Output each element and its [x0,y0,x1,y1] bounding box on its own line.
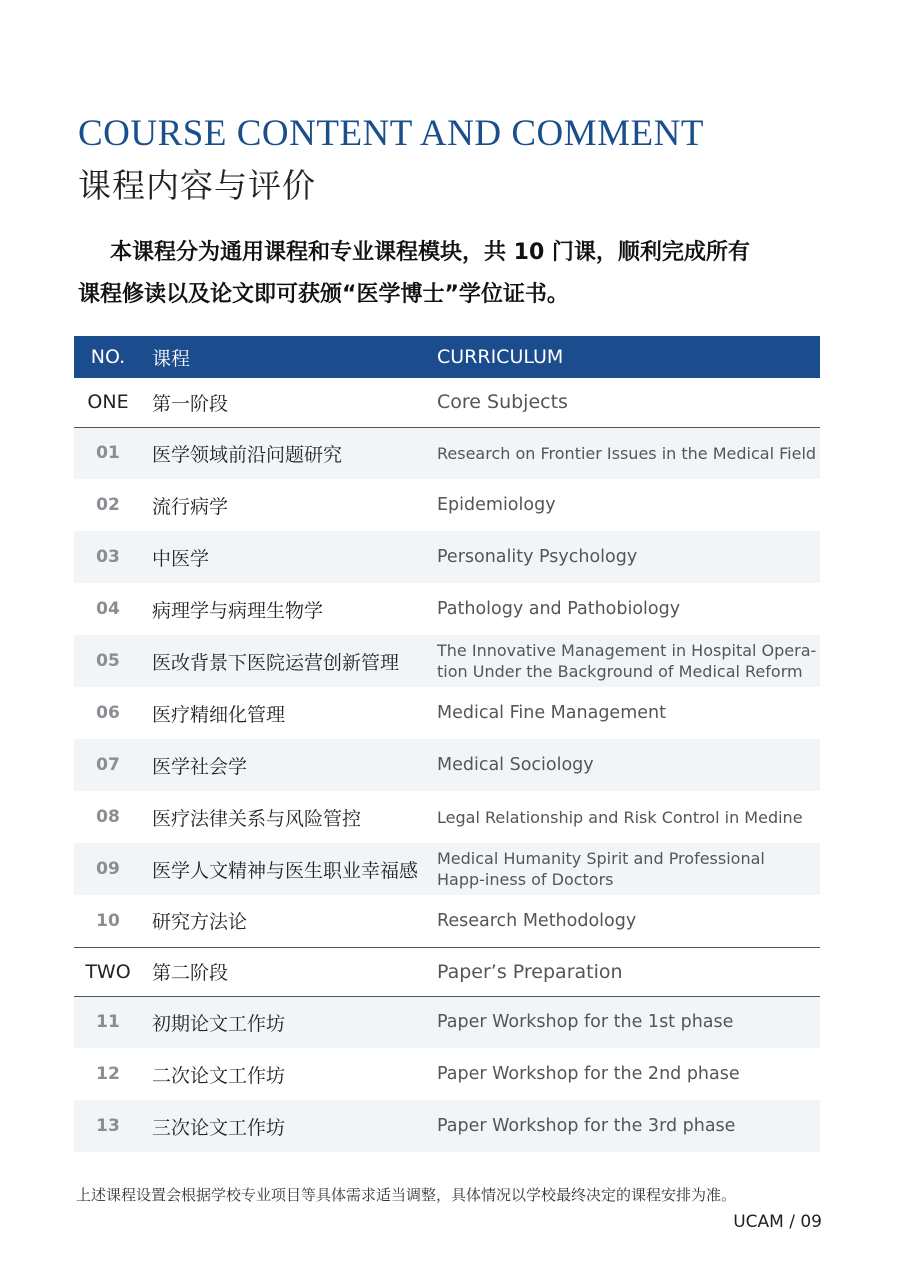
course-no: 12 [96,1064,120,1084]
stage-no: TWO [74,947,142,996]
course-no: 01 [96,443,120,464]
course-name-en-cell [434,843,820,895]
course-no: 11 [96,1012,120,1033]
table-row [74,479,820,531]
table-row [74,531,820,583]
course-name-en: Research on Frontier Issues in the Medical Field [437,443,817,463]
page-title-chinese: 课程内容与评价 [78,166,316,205]
course-name-en: Medical Humanity Spirit and Professional Happ-iness of Doctors [437,849,765,889]
course-name-cn: 医改背景下医院运营创新管理 [152,651,400,674]
intro-paragraph [78,232,838,316]
course-name-cn: 医学人文精神与医生职业幸福感 [152,859,419,882]
course-name-en: Medical Sociology [437,755,594,775]
course-name-cn: 研究方法论 [152,911,248,934]
course-name-cn: 医学领域前沿问题研究 [152,443,343,466]
course-no: 10 [96,910,120,931]
table-row [74,427,820,479]
course-name-cn: 中医学 [152,547,210,570]
course-name-en: Personality Psychology [437,547,638,567]
course-name-en: Epidemiology [437,495,556,515]
intro-line-1: 本课程分为通用课程和专业课程模块，共 10 门课，顺利完成所有 [110,240,750,265]
table-row [74,895,820,947]
course-no: 09 [96,859,120,879]
table-row [74,583,820,635]
course-no: 06 [96,703,120,723]
course-name-en: The Innovative Management in Hospital Opera-tion Under the Background of Medical Reform [437,641,817,681]
course-name-en: Pathology and Pathobiology [437,599,681,619]
course-no: 04 [96,599,120,619]
table-row [74,1100,820,1152]
stage-row-one [74,378,820,427]
course-name-en: Paper Workshop for the 2nd phase [437,1064,740,1084]
table-row [74,843,820,895]
table-row [74,687,820,739]
course-no: 03 [96,547,120,567]
table-row [74,791,820,843]
stage-title-en: Core Subjects [434,378,820,427]
table-row [74,739,820,791]
course-no: 07 [96,755,120,775]
stage-title-en: Paper’s Preparation [434,947,820,996]
table-row [74,996,820,1048]
header-no: NO. [90,346,126,368]
course-name-en: Legal Relationship and Risk Control in Medine [437,807,803,827]
course-name-cn: 病理学与病理生物学 [152,599,324,622]
table-row [74,1048,820,1100]
course-no: 13 [96,1116,120,1136]
course-no: 05 [96,651,120,671]
intro-line-2: 课程修读以及论文即可获颁“医学博士”学位证书。 [78,282,569,307]
course-name-cn: 三次论文工作坊 [152,1116,286,1139]
course-name-cn: 医疗精细化管理 [152,703,286,726]
header-course-cn: 课程 [152,347,191,370]
header-curriculum: CURRICULUM [437,346,564,368]
course-name-cn: 医学社会学 [152,755,248,778]
stage-no: ONE [74,378,142,427]
course-name-en: Paper Workshop for the 1st phase [437,1012,734,1033]
curriculum-table [74,336,820,1152]
course-name-en: Research Methodology [437,910,637,931]
table-row [74,635,820,687]
course-name-cn: 流行病学 [152,495,229,518]
course-name-cn: 初期论文工作坊 [152,1012,286,1035]
footnote: 上述课程设置会根据学校专业项目等具体需求适当调整，具体情况以学校最终决定的课程安排为准。 [76,1186,737,1204]
course-name-cn: 二次论文工作坊 [152,1064,286,1087]
page-title-english: COURSE CONTENT AND COMMENT [78,113,704,154]
course-no: 08 [96,807,120,827]
table-header-row [74,336,820,378]
course-name-cn: 医疗法律关系与风险管控 [152,807,362,830]
course-name-en: Paper Workshop for the 3rd phase [437,1116,736,1136]
course-name-en: Medical Fine Management [437,703,666,723]
stage-title-cn: 第一阶段 [142,378,434,427]
stage-title-cn: 第二阶段 [142,947,434,996]
course-name-en-cell [434,635,820,687]
stage-row-two [74,947,820,996]
page-number: UCAM / 09 [733,1212,822,1232]
course-no: 02 [96,495,120,515]
